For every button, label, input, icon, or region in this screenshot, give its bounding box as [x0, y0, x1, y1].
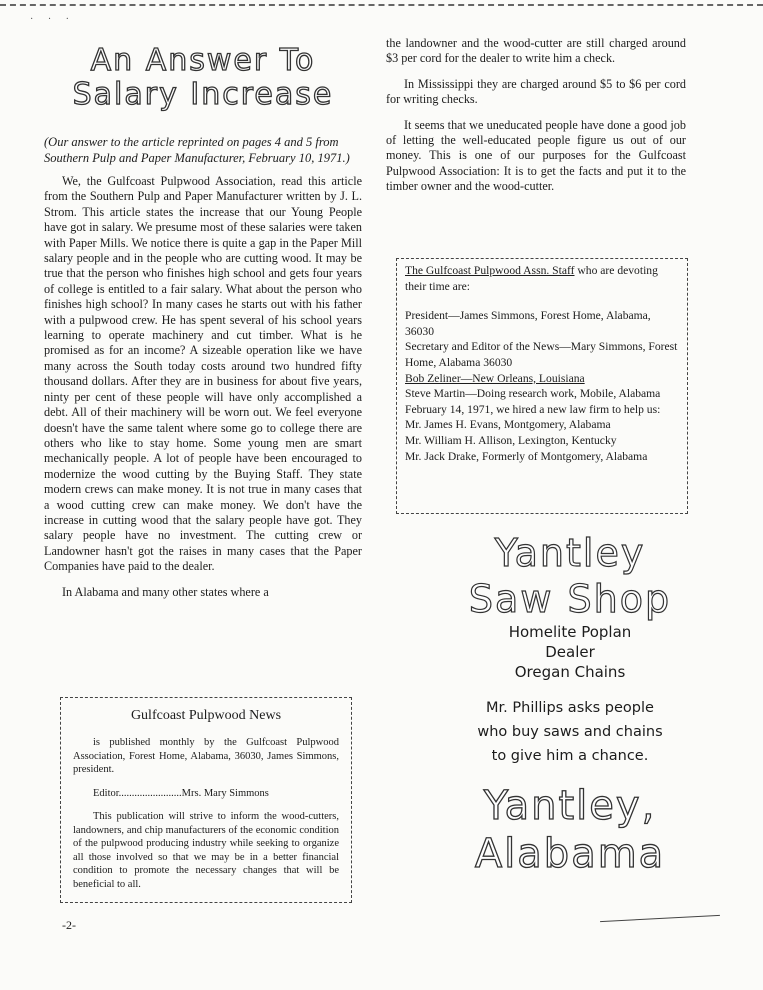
right-column	[386, 36, 686, 205]
news-info-box	[60, 697, 352, 903]
article-intro: (Our answer to the article reprinted on pages 4 and 5 from Southern Pulp and Paper Manufacturer, February 10, 1971.)	[44, 135, 350, 165]
staff-law-firm: February 14, 1971, we hired a new law firm to help us:	[405, 402, 661, 416]
ad-dealer-1: Homelite Poplan	[508, 623, 632, 641]
staff-secretary: Secretary and Editor of the News—Mary Simmons, Forest Home, Alabama 36030	[405, 340, 678, 369]
page-number: -2-	[62, 918, 76, 932]
article-body: We, the Gulfcoast Pulpwood Association, read this article from the Southern Pulp and Paper Manufacturer written by J. L. Strom. This article states the increase that our Young People have got in salary. We presume most of these salaries were taken with Paper Mills. We notice there is quite a gap in the Paper Mill salary people and in the people who are cutting wood. It may be true that the person who finishes high school and gets four years of college is entitled to a fair salary. What about the person who finishes high school? In many cases he starts out with his father with a pulpwood crew. He has spent several of his school years learning to operate machinery and cut timber. What is he promised as for an income? A sizeable operation like we have many across the South today costs around two hundred fifty thousand dollars. After they are in business for about five years, ninty per cent of these people will have only accomplished a debt. All of their machinery will be worn out. We feel everyone doesn't have the same talent where some go to college there are others who like to stay home. Some young men are smart mechanically people. A lot of people have been encouraged to modernize the wood cutting by the Buying Staff. They state modern crews can make money. It is not true in many cases that a wood cutting crew can make money. We don't have the increase in cutting wood that the salary people have got. They salary people have no investment. The cutting crew or Landowner hasn't got the raises in many cases that the Paper Companies have paid to the dealer.	[44, 174, 362, 574]
article-headline	[44, 44, 362, 112]
news-box-title: Gulfcoast Pulpwood News	[130, 708, 282, 723]
staff-evans: Mr. James H. Evans, Montgomery, Alabama	[405, 418, 611, 432]
staff-zeliner: Bob Zeliner—New Orleans, Louisiana	[405, 371, 585, 385]
right-continued-text: the landowner and the wood-cutter are still charged around $3 per cord for the dealer to write him a check.	[386, 36, 686, 66]
left-column	[44, 34, 362, 610]
ad-message-3: to give him a chance.	[491, 748, 649, 764]
ad-dealer-3: Oregan Chains	[514, 663, 626, 681]
ad-message-1: Mr. Phillips asks people	[486, 700, 654, 716]
top-border-dots: · · ·	[30, 14, 75, 25]
staff-drake: Mr. Jack Drake, Formerly of Montgomery, Alabama	[405, 449, 648, 463]
ad-town-line-2: Alabama	[474, 831, 666, 877]
editor-name: Mrs. Mary Simmons	[181, 787, 269, 799]
uneducated-paragraph: It seems that we uneducated people have done a good job of letting the well-educated people figure us out of our money. This is one of our purposes for the Gulfcoast Pulpwood Association: It is to get the facts and put it to the timber owner and the wood-cutter.	[386, 117, 686, 194]
staff-martin: Steve Martin—Doing research work, Mobile, Alabama	[405, 387, 661, 401]
news-box-editor	[73, 787, 339, 801]
mississippi-paragraph: In Mississippi they are charged around $5 to $6 per cord for writing checks.	[386, 76, 686, 107]
ad-dealer-2: Dealer	[545, 643, 595, 661]
staff-box	[396, 258, 688, 514]
headline-line-1: An Answer To	[90, 43, 316, 78]
staff-heading	[405, 263, 679, 294]
staff-allison: Mr. William H. Allison, Lexington, Kentucky	[405, 433, 617, 447]
staff-heading-rest: who are devoting their time are:	[405, 264, 658, 293]
bottom-rule	[600, 915, 720, 922]
ad-message-2: who buy saws and chains	[477, 724, 663, 740]
saw-shop-ad	[420, 530, 720, 878]
article-continuation: In Alabama and many other states where a	[62, 584, 269, 599]
ad-title-line-2: Saw Shop	[468, 577, 672, 621]
editor-label: Editor........................	[93, 787, 182, 799]
news-box-published: is published monthly by the Gulfcoast Pulpwood Association, Forest Home, Alabama, 36030, James Simmons, president.	[73, 737, 339, 775]
ad-town-line-1: Yantley,	[483, 783, 657, 829]
ad-title-line-1: Yantley	[494, 531, 646, 575]
staff-president: President—James Simmons, Forest Home, Alabama, 36030	[405, 309, 651, 338]
news-box-purpose: This publication will strive to inform the wood-cutters, landowners, and chip manufacturers of the economic condition of the pulpwood producing industry while seeking to organize all those involved so that we may be in a better financial condition to promote the necessary changes that will be beneficial to all.	[73, 811, 339, 890]
headline-line-2: Salary Increase	[72, 77, 334, 112]
staff-heading-underlined: The Gulfcoast Pulpwood Assn. Staff	[405, 264, 575, 277]
top-border-rule	[0, 4, 763, 6]
